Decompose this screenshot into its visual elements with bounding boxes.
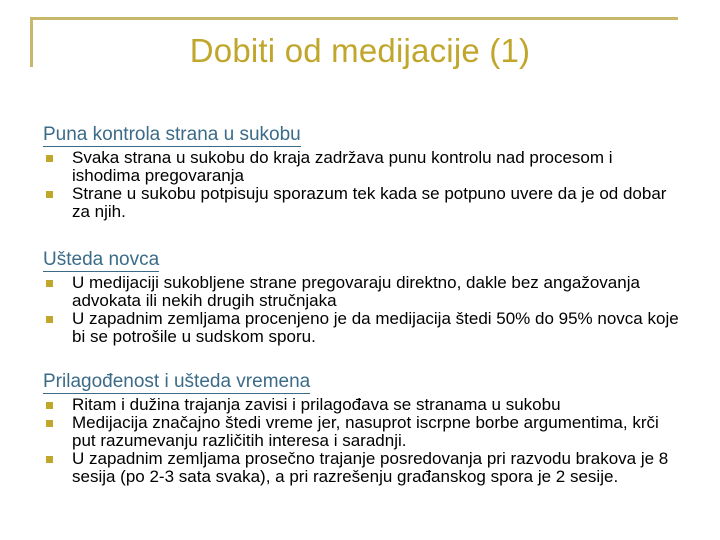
square-bullet-icon <box>46 155 53 162</box>
list-item <box>43 450 683 486</box>
square-bullet-icon <box>46 402 53 409</box>
square-bullet-icon <box>46 280 53 287</box>
square-bullet-icon <box>46 316 53 323</box>
list-item <box>43 396 683 414</box>
square-bullet-icon <box>46 191 53 198</box>
square-bullet-icon <box>46 420 53 427</box>
list-item-text: U medijaciji sukobljene strane pregovaraju direktno, dakle bez angažovanja advokata ili nekih drugih stručnjaka <box>72 273 640 310</box>
list-item <box>43 185 683 221</box>
slide-title: Dobiti od medijacije (1) <box>189 32 531 69</box>
list-item-text: Svaka strana u sukobu do kraja zadržava punu kontrolu nad procesom i ishodima pregovaranja <box>72 148 613 185</box>
list-item-text: Ritam i dužina trajanja zavisi i prilagođava se stranama u sukobu <box>72 395 561 414</box>
bullet-list <box>43 274 683 346</box>
list-item <box>43 274 683 310</box>
section-heading: Ušteda novca <box>43 249 160 270</box>
square-bullet-icon <box>46 456 53 463</box>
section-control <box>43 124 683 221</box>
list-item-text: U zapadnim zemljama procenjeno je da medijacija štedi 50% do 95% novca koje bi se potrošile u sudskom sporu. <box>72 309 679 346</box>
list-item <box>43 310 683 346</box>
bullet-list <box>43 149 683 221</box>
list-item-text: U zapadnim zemljama prosečno trajanje posredovanja pri razvodu brakova je 8 sesija (po 2-3 sata svaka), a pri razrešenju građanskog spora je 2 sesije. <box>72 449 669 486</box>
section-heading: Prilagođenost i ušteda vremena <box>43 371 311 392</box>
frame-top-border <box>30 17 678 20</box>
section-heading: Puna kontrola strana u sukobu <box>43 124 301 145</box>
bullet-list <box>43 396 683 486</box>
list-item-text: Strane u sukobu potpisuju sporazum tek kada se potpuno uvere da je od dobar za njih. <box>72 184 667 221</box>
list-item <box>43 149 683 185</box>
list-item-text: Medijacija značajno štedi vreme jer, nasuprot iscrpne borbe argumentima, krči put razumevanju različitih interesa i saradnji. <box>72 413 659 450</box>
section-time <box>43 371 683 486</box>
list-item <box>43 414 683 450</box>
section-money <box>43 249 683 346</box>
